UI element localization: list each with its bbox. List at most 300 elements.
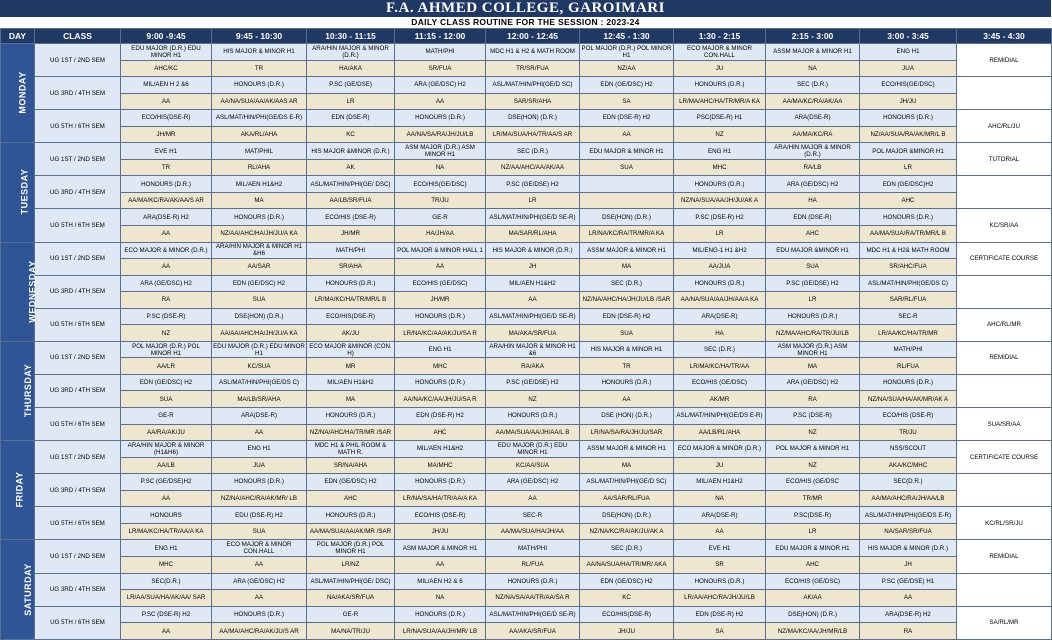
schedule-cell: HONOURS (D.R.) [395,474,486,491]
schedule-cell: AA/MA/SUA/AA/JH/AA/L B [486,424,580,441]
schedule-cell: SEC (D.R.) [580,540,674,557]
table-row [1,308,1052,325]
schedule-cell: LR [860,159,957,176]
class-label: UG 5TH / 6TH SEM [35,507,121,540]
schedule-cell: ASL/MAT/HIN/PHI(GE/D SC) [580,474,674,491]
schedule-cell: JH/JU [860,93,957,110]
schedule-cell: TR [580,358,674,375]
schedule-cell: RA/AKA [486,358,580,375]
schedule-cell: JH [486,259,580,276]
schedule-cell: DSE(HON) (D.R.) [766,606,860,623]
table-row [1,126,1052,143]
schedule-cell: SEC-R [486,507,580,524]
schedule-cell: AA [580,391,674,408]
schedule-cell: AA [860,590,957,607]
schedule-cell: ARA/HIN MAJOR & MINOR H1 &6 [486,341,580,358]
schedule-cell: AK/MR [674,391,766,408]
schedule-cell: AA/MA/KC/RA/AK/AA [766,93,860,110]
schedule-cell: HONOURS (D.R.) [121,176,212,193]
class-label: UG 5TH / 6TH SEM [35,408,121,441]
column-header: 3:00 - 3:45 [860,29,957,44]
schedule-cell: NZ/NA/SUA/HA/AK/MR/AK A [860,391,957,408]
schedule-cell: MA/SAR/RL/AHA [486,226,580,243]
schedule-cell [580,176,674,193]
extra-period-cell: CERTIFICATE COURSE [957,441,1052,474]
table-row [1,474,1052,491]
schedule-cell: MA/LB/SR/AHA [212,391,307,408]
schedule-cell: JH [860,556,957,573]
schedule-cell: EDN (GE/DSC)H2 [860,176,957,193]
schedule-cell: AA [395,93,486,110]
schedule-cell: NZ/NA/SUA/AA/JH/JU/AK A [674,192,766,209]
schedule-cell: SR/NA/AHA [307,457,395,474]
schedule-cell: TR [121,159,212,176]
schedule-cell: EDN (DSE-R) H2 [674,606,766,623]
schedule-cell: AA/AA/AHC/HA/JH/JU/A KA [212,325,307,342]
class-label: UG 5TH / 6TH SEM [35,209,121,242]
schedule-cell: RL/FUA [486,556,580,573]
table-row [1,292,1052,309]
schedule-cell: DSE(HON) (D.R.) [212,308,307,325]
column-header: 9:45 - 10:30 [212,29,307,44]
schedule-cell: HONOURS (D.R.) [212,209,307,226]
schedule-cell: ECO MAJOR & MINOR CON.HALL [212,540,307,557]
schedule-cell: ASL/MAT/HIN/PHI(GE/DS E-R) [212,110,307,127]
table-row [1,441,1052,458]
schedule-cell: EDN (GE/DSC) H2 [580,573,674,590]
schedule-cell: AA [212,424,307,441]
schedule-cell: EDN (DSE-R) H2 [395,408,486,425]
schedule-cell: ARA/HIN MAJOR & MINOR (D.R.) [766,143,860,160]
extra-period-cell: AHC/RL/JU [957,110,1052,143]
schedule-cell: ECO MAJOR & MINOR CON.HALL [674,44,766,61]
schedule-cell: HIS MAJOR & MINOR H1 [212,44,307,61]
schedule-cell: NA [395,159,486,176]
schedule-cell: AK/AA [766,590,860,607]
table-row [1,490,1052,507]
schedule-cell: MIL/AEN H1&H2 [307,374,395,391]
schedule-cell: ARA (GE/DSC) H2 [395,77,486,94]
schedule-cell: HONOURS (D.R.) [674,275,766,292]
schedule-cell: ASL/MAT/HIN/PHI(GE/DS C) [212,374,307,391]
table-row [1,606,1052,623]
column-header: 12:00 - 12:45 [486,29,580,44]
schedule-cell: HONOURS (D.R.) [212,474,307,491]
schedule-cell: HONOURS (D.R.) [860,209,957,226]
schedule-cell: AK [307,159,395,176]
schedule-cell: AA/MA/SUA/RA/TR/MR/L B [860,226,957,243]
schedule-cell: AHC [395,424,486,441]
schedule-cell: NZ/AA [580,60,674,77]
schedule-cell: ECO/HIS (GE/DSC) [395,275,486,292]
schedule-cell: AA [212,590,307,607]
table-row [1,523,1052,540]
class-label: UG 5TH / 6TH SEM [35,606,121,639]
schedule-cell: RA [121,292,212,309]
schedule-cell: HONOURS (D.R.) [860,110,957,127]
schedule-cell: EDU MAJOR &MINOR H1 [766,242,860,259]
schedule-cell: ASSM MAJOR & MINOR H1 [580,242,674,259]
schedule-cell: JH/JU [395,523,486,540]
schedule-cell: ECO/HIS (GE/DSC) [674,374,766,391]
class-label: UG 3RD / 4TH SEM [35,474,121,507]
schedule-cell: LR [486,192,580,209]
schedule-cell: MIL/AEN H1&H2 [674,474,766,491]
schedule-cell: TR [212,60,307,77]
table-header-row [1,29,1052,44]
day-name: MONDAY [17,71,28,114]
schedule-cell: KC [307,126,395,143]
table-row [1,457,1052,474]
schedule-cell: HA/JH/AA [395,226,486,243]
schedule-cell: AA/RA/AK/JU [121,424,212,441]
schedule-cell: EDU MAJOR (D.R.) EDU MINOR H1 [121,44,212,61]
table-row [1,192,1052,209]
schedule-cell: ARA (GE/DSC) H2 [212,573,307,590]
schedule-cell: MIL/AEN H2 & 6 [395,573,486,590]
schedule-cell: HONOURS (D.R.) [307,507,395,524]
schedule-cell: HIS MAJOR & MINOR H1 [580,341,674,358]
schedule-cell: RA [860,623,957,640]
schedule-cell: AA [395,556,486,573]
schedule-cell: HONOURS (D.R.) [395,374,486,391]
schedule-cell: HIS MAJOR &MINOR (D.R.) [307,143,395,160]
schedule-cell: SA [580,93,674,110]
extra-period-cell [957,275,1052,308]
schedule-cell: AA/LR [121,358,212,375]
class-label: UG 1ST / 2ND SEM [35,341,121,374]
table-row [1,341,1052,358]
extra-period-cell: REMIDIAL [957,44,1052,77]
schedule-cell: ARA(DSE-R) [674,308,766,325]
schedule-cell: TR/MR [766,490,860,507]
extra-period-cell: AHC/RL/MR [957,308,1052,341]
schedule-cell: RL/FUA [860,358,957,375]
schedule-cell: ARA (GE/DSC) H2 [486,474,580,491]
schedule-cell: HONOURS (D.R.) [486,408,580,425]
schedule-cell: AHC [860,192,957,209]
column-header: 10:30 - 11:15 [307,29,395,44]
schedule-cell: AA/MA/SUA/HA/JH/AA [486,523,580,540]
schedule-cell: HONOURS (D.R.) [674,573,766,590]
table-row [1,275,1052,292]
schedule-cell: AA/AKA/SR/FUA [486,623,580,640]
schedule-cell: LR/NA/KC/AA/AK/JU/SA R [395,325,486,342]
schedule-cell: LR [766,523,860,540]
schedule-cell: AA [121,93,212,110]
schedule-cell: MATH/PHI [486,540,580,557]
schedule-cell: ECO/HIS (DSE-R) [860,408,957,425]
schedule-cell: AA/NA/KC/AA/JH/JU/SA R [395,391,486,408]
schedule-cell: ENG H1 [212,441,307,458]
extra-period-cell: CERTIFICATE COURSE [957,242,1052,275]
schedule-cell: NZ/MA/KC/AA/JH/MR/LB [766,623,860,640]
schedule-cell: NSS/SCOUT [860,441,957,458]
schedule-cell: ECO/HIS(DSE-R) [580,606,674,623]
schedule-cell: DSE(HON) (D.R.) [580,507,674,524]
extra-period-cell [957,474,1052,507]
schedule-cell: HONOURS (D.R.) [212,606,307,623]
schedule-cell: MHC [121,556,212,573]
schedule-cell: ENG H1 [121,540,212,557]
schedule-cell: HONOURS (D.R.) [212,77,307,94]
schedule-cell: AA [486,292,580,309]
schedule-cell: AA/NA/SUA/AA/AK/AAS AR [212,93,307,110]
schedule-cell: POL MAJOR (D.R.) POL MINOR H1 [580,44,674,61]
schedule-cell: MHC [395,358,486,375]
extra-period-cell: REMIDIAL [957,540,1052,573]
schedule-cell: EDU (DSE-R) H2 [212,507,307,524]
schedule-cell: ASL/MAT/HIN/PHI(GE/ DSC) [307,176,395,193]
table-row [1,358,1052,375]
schedule-cell: NZ/NA/AHC/RA/AK/MR/ LB [212,490,307,507]
schedule-cell: GE-R [121,408,212,425]
schedule-cell: MIL/AEN H1&H2 [212,176,307,193]
schedule-cell: P.SC (DSE-R) H2 [121,606,212,623]
schedule-cell: AA/NA/SUA/AA/JH/AA/A KA [674,292,766,309]
schedule-cell: ASL/MAT/HIN/PHI(GE/D SE-R) [486,209,580,226]
schedule-cell: HONOURS (D.R.) [486,573,580,590]
schedule-cell: MATH/PHI [860,341,957,358]
schedule-cell: P.SC (GE/DSE) H1 [860,573,957,590]
schedule-cell: POL MAJOR &MINOR H1 [860,143,957,160]
schedule-cell: GE-R [307,606,395,623]
table-row [1,159,1052,176]
schedule-cell: ARA/HIN MAJOR & MINOR (H1&H6) [121,441,212,458]
schedule-cell: LR/MA/AHC/HA/TR/MR/A KA [674,93,766,110]
schedule-cell: MA/MHC [395,457,486,474]
extra-period-cell: KC/RL/SR/JU [957,507,1052,540]
schedule-cell: EDU MAJOR & MINOR H1 [580,143,674,160]
schedule-cell: MIL/ENG-1 H1 &H2 [674,242,766,259]
schedule-cell: HONOURS (D.R.) [307,275,395,292]
class-label: UG 3RD / 4TH SEM [35,176,121,209]
day-name: FRIDAY [14,471,25,508]
schedule-cell: LR/AA/SUA/HA/AK/AA/ SAR [121,590,212,607]
class-label: UG 1ST / 2ND SEM [35,44,121,77]
class-label: UG 5TH / 6TH SEM [35,110,121,143]
schedule-cell: AA/MA/AHC/RA/AK/JU/S AR [212,623,307,640]
schedule-cell: NA/AKA/SR/FUA [307,590,395,607]
schedule-cell: POL MAJOR (D.R.) POL MINOR H1 [307,540,395,557]
schedule-cell: SUA [580,159,674,176]
schedule-cell: NZ/NA/AHC/HA/JH/JU/LB /SAR [580,292,674,309]
schedule-cell: MA [307,391,395,408]
extra-period-cell: SA/RL/MR [957,606,1052,639]
day-name: WEDNESDAY [27,260,38,323]
schedule-cell: TR/JU [860,424,957,441]
schedule-cell: SR/FUA [395,60,486,77]
schedule-cell: HONOURS [121,507,212,524]
schedule-cell: ECO/HIS(GE/DSC) [395,176,486,193]
schedule-cell: NZ/MA/AHC/RA/TR/JU/LB [766,325,860,342]
table-row [1,93,1052,110]
schedule-cell: JUA [860,60,957,77]
schedule-cell: SEC(D.R.) [121,573,212,590]
schedule-cell: ARA(DSE-R) [674,507,766,524]
schedule-cell: AA [212,556,307,573]
schedule-cell: HONOURS (D.R.) [307,408,395,425]
schedule-cell: LR [307,93,395,110]
extra-period-cell: SUA/SR/AA [957,408,1052,441]
schedule-cell: MDC H1 & PHIL ROOM & MATH R. [307,441,395,458]
schedule-cell: ASM MAJOR & MINOR H1 [395,540,486,557]
schedule-cell: EDU MAJOR (D.R.) EDU MINOR H1 [213,342,305,357]
schedule-cell: ASM MAJOR (D.R.) ASM MINOR H1 [766,341,860,358]
schedule-cell: NZ/AA/AHC/AA/AK/AA [486,159,580,176]
college-title: F.A. AHMED COLLEGE, GAROIMARI [0,0,1051,17]
schedule-cell: MA/AKA/SR/FUA [486,325,580,342]
schedule-cell: SAR/RL/FUA [860,292,957,309]
extra-period-cell [957,374,1052,407]
schedule-cell: AA [121,259,212,276]
schedule-cell: ASSM MAJOR & MINOR H1 [766,44,860,61]
schedule-cell: LR/AA/KC/HA/TR/MR [860,325,957,342]
schedule-cell: HONOURS (D.R.) [580,374,674,391]
column-header: 9:00 -9:45 [121,29,212,44]
table-row [1,77,1052,94]
day-label-thursday [1,341,35,440]
schedule-cell: ASL/MAT/HIN/PHI(GE/D SE-R) [486,606,580,623]
schedule-cell: NZ [766,457,860,474]
schedule-cell: NA [395,590,486,607]
schedule-cell: JU [674,457,766,474]
table-row [1,623,1052,640]
schedule-cell: AA [121,490,212,507]
schedule-cell: NZ [674,126,766,143]
schedule-cell: ECO/HIS (DSE-R) [307,209,395,226]
schedule-cell: AHC [307,490,395,507]
schedule-cell: EDU MAJOR & MINOR H1 [766,540,860,557]
schedule-cell: LR/MA/SUA/HA/TR/AA/S AR [486,126,580,143]
schedule-cell: ENG H1 [860,44,957,61]
schedule-cell: KC [580,590,674,607]
schedule-cell: AHC [766,556,860,573]
day-name: TUESDAY [19,169,30,215]
day-label-wednesday [1,242,38,341]
schedule-cell: NZ/AA/SUA/RA/AK/MR/L B [860,126,957,143]
table-row [1,44,1052,61]
schedule-cell: RA/LB [766,159,860,176]
schedule-cell: ENG H1 [395,341,486,358]
table-row [1,507,1052,524]
schedule-cell: SR [674,556,766,573]
schedule-cell: NZ [766,424,860,441]
schedule-cell: SEC (D.R.) [674,341,766,358]
schedule-cell: AA/NA/SUA/HA/TR/MR/ AKA [580,556,674,573]
schedule-cell: ASL/MAT/HIN/PHI(GE/D SE-R) [486,308,580,325]
schedule-cell: DSE(HON) (D.R.) [580,209,674,226]
schedule-cell: ARA (GE/DSC) H2 [121,275,212,292]
schedule-cell: KC/SUA [212,358,307,375]
schedule-cell: EDN (DSE-R) [307,110,395,127]
table-row [1,110,1052,127]
schedule-cell: POL MAJOR (D.R.) POL MINOR H1 [121,341,212,358]
column-header: 12:45 - 1:30 [580,29,674,44]
day-label-saturday [1,540,35,640]
schedule-cell: SA [674,623,766,640]
schedule-cell: ASL/MAT/HIN/PHI(GE/D SC) [486,77,580,94]
schedule-cell: NA [674,490,766,507]
table-row [1,176,1052,193]
day-name: SATURDAY [22,562,33,616]
day-label-friday [1,441,35,540]
schedule-cell: NZ/NA/KC/RA/AK/JU/AK A [580,523,674,540]
schedule-cell: P.SC (GE/DSE)H2 [121,474,212,491]
schedule-cell: ECO MAJOR & MINOR (D.R.) [674,441,766,458]
schedule-cell: AA [395,259,486,276]
schedule-cell: KC/AA/SUA [486,457,580,474]
schedule-cell: SUA [580,325,674,342]
column-header: DAY [1,29,35,44]
table-row [1,540,1052,557]
column-header: 1:30 - 2:15 [674,29,766,44]
schedule-cell: ARA(DSE-R) [766,110,860,127]
schedule-cell: EDN (DSE-R) [766,209,860,226]
schedule-cell: AA [580,126,674,143]
schedule-cell: LR [766,292,860,309]
schedule-cell: ARA/HIN MAJOR & MINOR (D.R.) [307,44,395,61]
schedule-cell: AA [121,623,212,640]
schedule-cell: AKA/KC/MHC [860,457,957,474]
schedule-cell: AA/SAR/RL/FUA [580,490,674,507]
schedule-cell: ARA (GE/DSC) H2 [766,374,860,391]
schedule-cell: MATH/PHI [395,44,486,61]
schedule-cell: AA [486,490,580,507]
schedule-cell: EDN (GE/DSC) H2 [121,374,212,391]
column-header: 2:15 - 3:00 [766,29,860,44]
class-label: UG 1ST / 2ND SEM [35,540,121,573]
schedule-cell: AA/LB [121,457,212,474]
schedule-cell: RL/AHA [212,159,307,176]
schedule-cell: ECO MAJOR &MINOR (CON. H) [307,341,395,358]
table-row [1,242,1052,259]
schedule-cell: AA [674,523,766,540]
class-label: UG 3RD / 4TH SEM [35,275,121,308]
schedule-cell: NA [766,60,860,77]
schedule-cell: EDN (GE/DSC) H2 [580,77,674,94]
schedule-cell: SEC (D.R.) [486,143,580,160]
table-row [1,391,1052,408]
extra-period-cell: KC/SR/AA [957,209,1052,242]
schedule-cell: SUA [212,292,307,309]
schedule-cell: ECO/HIS(DSE-R) [307,308,395,325]
schedule-cell: LR [674,226,766,243]
schedule-cell: JH/MR [395,292,486,309]
schedule-cell: RA [766,391,860,408]
schedule-cell: MA [766,358,860,375]
schedule-cell: SEC(D.R.) [860,474,957,491]
schedule-cell: P.SC(DSE-R) [766,507,860,524]
schedule-cell: AA/NA/SA/RA/JH/JU/LB [395,126,486,143]
extra-period-cell [957,573,1052,606]
schedule-cell: AKA/RL/AHA [212,126,307,143]
schedule-cell: POL MAJOR & MINOR HALL 1 [395,242,486,259]
schedule-cell: LR/AA/AHC/RA/JH/JU/LB [674,590,766,607]
routine-subtitle: DAILY CLASS ROUTINE FOR THE SESSION : 2023-24 [0,17,1051,28]
class-label: UG 5TH / 6TH SEM [35,308,121,341]
schedule-cell: HONOURS (D.R.) [766,308,860,325]
schedule-cell: MDC H1 & H2 & MATH ROOM [486,44,580,61]
schedule-cell: AA/SAR [212,259,307,276]
schedule-cell: AA/JUA [674,259,766,276]
schedule-cell: NZ/NA/AHC/HA/TR/MR /SAR [307,424,395,441]
schedule-cell: MDC H1 & H2& MATH ROOM [860,242,957,259]
extra-period-cell [957,176,1052,209]
schedule-cell: LR/NA/SA/HA/TR/AA/A KA [395,490,486,507]
schedule-cell: HONOURS (D.R.) [674,77,766,94]
schedule-cell: LR/MA/KC/HA/TR/MR/L B [307,292,395,309]
